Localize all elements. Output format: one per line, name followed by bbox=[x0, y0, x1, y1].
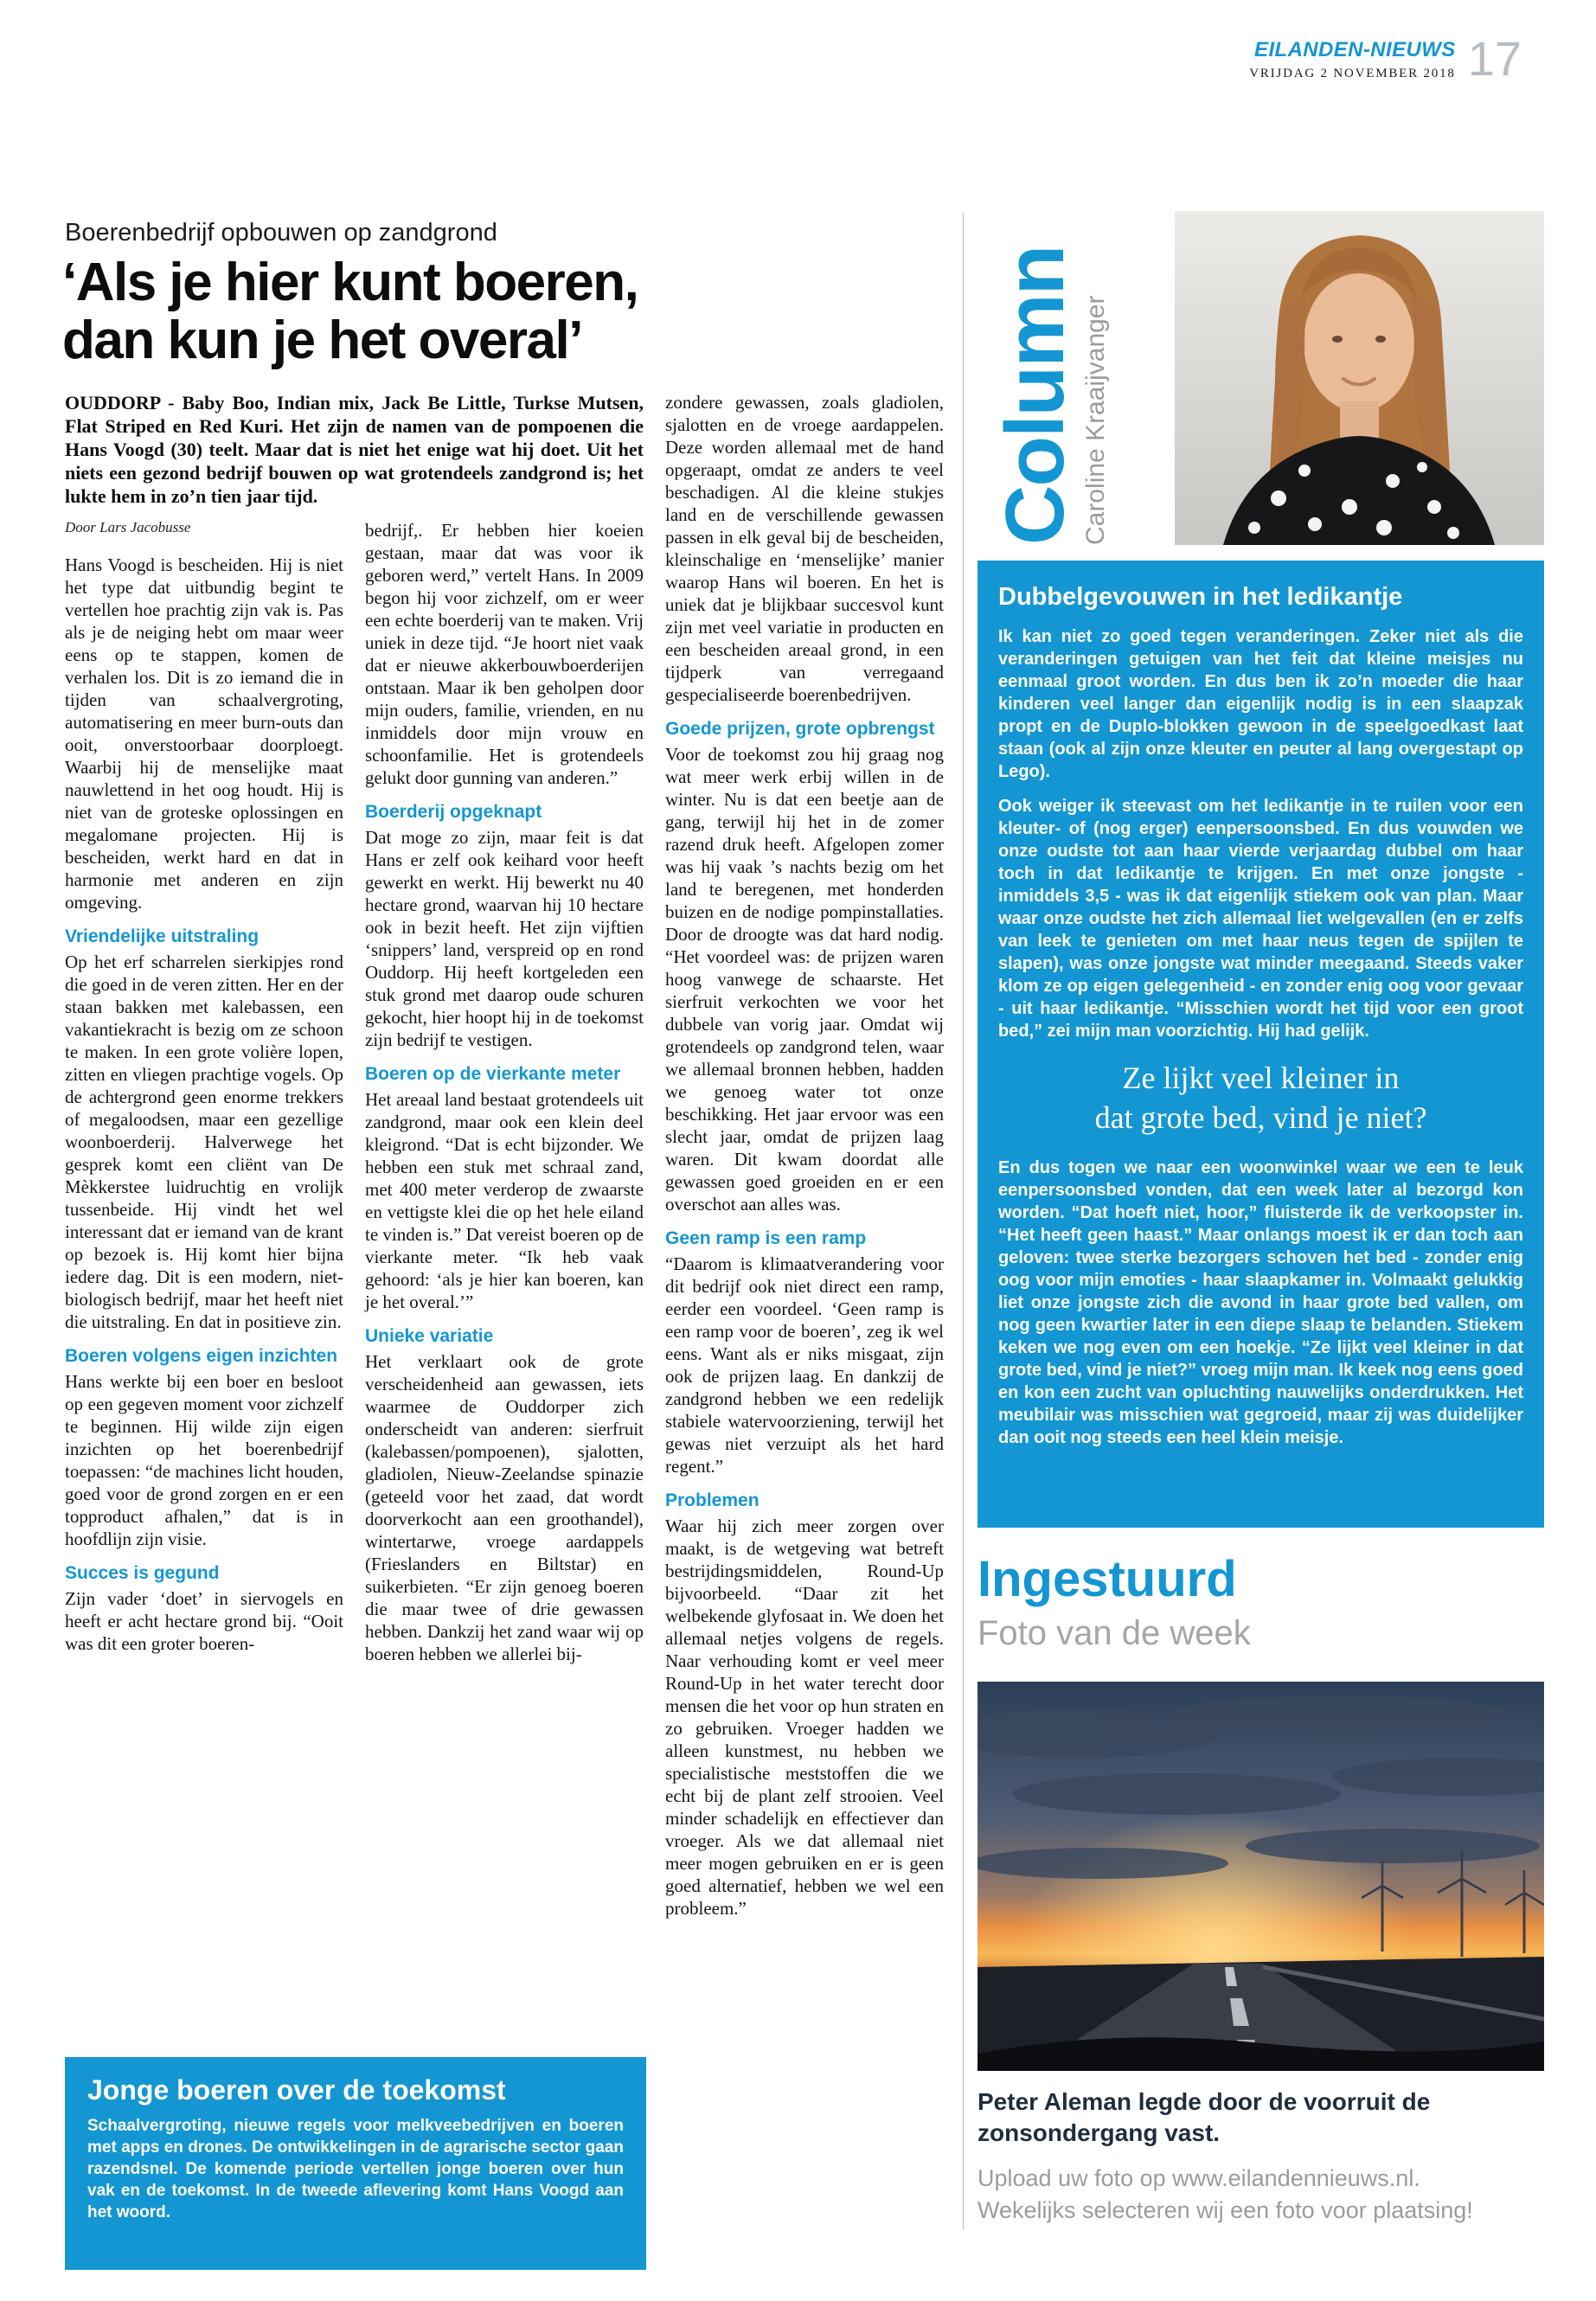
upload-instructions bbox=[977, 2163, 1531, 2227]
subhead-goede-prijzen-grote-opbrengst: Goede prijzen, grote opbrengst bbox=[665, 719, 935, 739]
upload-instructions-line-2: Wekelijks selecteren wij een foto voor plaatsing! bbox=[977, 2197, 1473, 2223]
column-paragraph: En dus togen we naar een woonwinkel waar we een te leuk eenpersoonsbed vonden, dat een week later al bezorgd kon worden. “Dat hoeft niet, hoor,” fluisterde ik de verkoopster in. “Het heeft geen haast.” Maar onlangs moest ik er dan toch aan geloven: twee sterke bezorgers schoven het bed - zonder enig oog voor mijn emoties - haar slaapkamer in. Volmaakt gelukkig liet onze jongste zich die avond in haar grote bed vallen, om nog geen kwartier later in een diepe slaap te belanden. Stiekem keken we nog even om een hoekje. “Ze lijkt veel kleiner in dat grote bed, vind je niet?” vroeg mijn man. Ik keek nog eens goed en kon een zucht van opluchting nauwelijks onderdrukken. Het meubilair was misschien wat gegroeid, maar zij was duidelijker dan ooit nog steeds een heel klein meisje. bbox=[998, 1158, 1523, 1447]
headline-line-1: ‘Als je hier kunt boeren, bbox=[62, 253, 638, 312]
pull-quote-line-1: Ze lijkt veel kleiner in bbox=[1122, 1061, 1400, 1095]
promo-box-title: Jonge boeren over de toekomst bbox=[87, 2074, 506, 2106]
subhead-geen-ramp-is-een-ramp: Geen ramp is een ramp bbox=[665, 1228, 867, 1249]
headline-line-2: dan kun je het overal’ bbox=[62, 310, 582, 370]
subhead-vriendelijke-uitstraling: Vriendelijke uitstraling bbox=[65, 926, 260, 946]
article-lead: OUDDORP - Baby Boo, Indian mix, Jack Be Little, Turkse Mutsen, Flat Striped en Red Kuri. Het zijn de namen van de pompoenen die Hans Voogd (30) teelt. Maar dat is niet het enige wat hij doet. Uit het niets een gezond bedrijf bouwen op wat grotendeels zandgrond is; het lukte hem in zo’n tien jaar tijd. bbox=[65, 392, 644, 507]
photo-caption: Peter Aleman legde door de voorruit de zonsondergang vast. bbox=[977, 2088, 1431, 2146]
column-vertical-label: Column bbox=[989, 246, 1081, 545]
promo-box-body: Schaalvergroting, nieuwe regels voor melkveebedrijven en boeren met apps en drones. De ontwikkelingen in de agrarische sector gaan razendsnel. De komende periode vertellen jonge boeren over hun vak en de toekomst. In de tweede aflevering komt Hans Voogd aan het woord. bbox=[87, 2117, 624, 2221]
article-column-2 bbox=[365, 519, 644, 1665]
article-column-1 bbox=[65, 554, 343, 1655]
photo-of-the-week-subtitle: Foto van de week bbox=[977, 1614, 1251, 1652]
portrait-illustration bbox=[1175, 211, 1544, 545]
newspaper-brand: EILANDEN-NIEUWS bbox=[1254, 38, 1456, 61]
subhead-unieke-variatie: Unieke variatie bbox=[365, 1326, 494, 1347]
body-paragraph: Zijn vader ‘doet’ in siervogels en heeft er acht hectare grond bij. “Ooit was dit een groter boeren- bbox=[65, 1588, 343, 1655]
body-paragraph: Hans werkte bij een boer en besloot op een gegeven moment voor zichzelf te beginnen. Hij wilde zijn eigen inzichten op het boerenbedrijf toepassen: “de machines licht houden, goed voor de grond zorgen en er een topproduct afhalen,” dat is in hoofdlijn zijn visie. bbox=[65, 1371, 343, 1550]
body-paragraph: Op het erf scharrelen sierkipjes rond die goed in de veren zitten. Her en der staan bakken met kalebassen, een vakantiekracht is bezig om ze schoon te maken. In een grote volière lopen, zitten en vliegen prachtige vogels. Op de achtergrond geen enorme trekkers of megaloodsen, maar een gezellige woonboerderij. Halverwege het gesprek komt een cliënt van De Mèkkerstee luidruchtig en vrolijk tussenbeide. Hij vindt het wel interessant dat er iemand van de krant op bezoek is. Hij komt hier bijna iedere dag. Dit is een modern, niet-biologisch bedrijf, maar het heeft niet die uitstraling. En dat in positieve zin. bbox=[65, 952, 343, 1333]
article-byline: Door Lars Jacobusse bbox=[65, 519, 191, 535]
series-promo-box bbox=[65, 2057, 646, 2270]
upload-instructions-line-1: Upload uw foto op www.eilandennieuws.nl. bbox=[977, 2165, 1420, 2191]
subhead-boeren-volgens-eigen-inzichten: Boeren volgens eigen inzichten bbox=[65, 1346, 338, 1367]
article-column-3 bbox=[665, 391, 944, 1920]
pull-quote bbox=[998, 1058, 1523, 1138]
columnist-portrait-photo bbox=[1175, 211, 1544, 545]
ingestuurd-title: Ingestuurd bbox=[977, 1551, 1237, 1607]
photo-of-the-week bbox=[977, 1682, 1544, 2071]
body-paragraph: Voor de toekomst zou hij graag nog wat meer werk erbij willen in de winter. Nu is dat een beetje aan de gang, terwijl hij het in de zomer razend druk heeft. Afgelopen zomer was hij vaak ’s nachts bezig om het land te beregenen, met honderden buizen en de nodige pompinstallaties. Door de droogte was dat hard nodig. “Het voordeel was: de prijzen waren hoog vanwege de schaarste. Het sierfruit verkochten we voor het dubbele van vorig jaar. Omdat wij grotendeels op zandgrond telen, waar we allemaal bronnen hebben, hadden we genoeg water tot onze beschikking. Het jaar ervoor was een slecht jaar, omdat de prijzen laag waren. Dit kwam doordat alle gewassen goed groeiden en er een overschot aan alles was. bbox=[665, 744, 944, 1215]
body-paragraph: Waar hij zich meer zorgen over maakt, is de wetgeving wat betreft bestrijdingsmiddelen, Round-Up bijvoorbeeld. “Daar zit het welbekende glyfosaat in. We doen het allemaal netjes volgens de regels. Naar verhouding komt er veel meer Round-Up in het water terecht door mensen die het voor op hun straten en zo gebruiken. Vroeger hadden we alleen kunstmest, nu hebben we specialistische meststoffen die we echt bij de plant zelf strooien. Veel minder schadelijk en effectiever dan vroeger. Als we dat allemaal niet meer mogen gebruiken en er is geen goed alternatief, hebben we wel een probleem.” bbox=[665, 1516, 944, 1920]
body-paragraph: bedrijf,. Er hebben hier koeien gestaan, maar dat was voor ik geboren werd,” vertelt Hans. In 2009 begon hij voor zichzelf, om er weer een echte boerderij van te maken. Vrij uniek in deze tijd. “Je hoort niet vaak dat er nieuwe akkerbouwboerderijen ontstaan. Maar ik ben geholpen door mijn ouders, familie, vrienden, en nu inmiddels door mijn vrouw en schoonfamilie. Het is grotendeels gelukt door gunning van anderen.” bbox=[365, 520, 644, 788]
subhead-succes-is-gegund: Succes is gegund bbox=[65, 1563, 220, 1584]
body-paragraph: Hans Voogd is bescheiden. Hij is niet het type dat uitbundig begint te vertellen hoe prachtig zijn vak is. Pas als je de neiging hebt om maar weer eens op te stappen, komen de verhalen los. Dit is zo iemand die in tijden van schaalvergroting, automatisering en meer burn-outs dan ooit, onverstoorbaar doorploegt. Waarbij hij de menselijke maat nauwlettend in het oog houdt. Hij is niet van de groteske oplossingen en megalomane projecten. Hij is bescheiden, werkt hard en dat in harmonie met anderen en zijn omgeving. bbox=[65, 554, 343, 913]
subhead-problemen: Problemen bbox=[665, 1490, 760, 1511]
body-paragraph: zondere gewassen, zoals gladiolen, sjalotten en de vroege aardappelen. Deze worden allemaal met de hand opgeraapt, omdat ze anders te veel beschadigen. Al die kleine stukjes land en de verschillende gewassen passen in elk geval bij de bescheiden, kleinschalige en ‘menselijke’ manier waarop Hans wil boeren. En het is uniek dat je blijkbaar succesvol kunt zijn met veel variatie in producten en een bescheiden areaal grond, in een tijdperk van verregaand gespecialiseerde boerenbedrijven. bbox=[665, 392, 944, 705]
body-paragraph: Het verklaart ook de grote verscheidenheid aan gewassen, iets waarmee de Ouddorper zich onderscheidt van anderen: sierfruit (kalebassen/pompoenen), sjalotten, gladiolen, Nieuw-Zeelandse spinazie (geteeld voor het zaad, dat wordt doorverkocht aan een groothandel), wintertarwe, vroege aardappels (Frieslanders en Biltstar) en suikerbieten. “Er zijn genoeg boeren die maar twee of drie gewassen hebben. Dankzij het zand waar wij op boeren hebben we allerlei bij- bbox=[365, 1351, 644, 1665]
column-title: Dubbelgevouwen in het ledikantje bbox=[998, 583, 1403, 611]
article-headline bbox=[62, 254, 638, 370]
subhead-boeren-op-de-vierkante-meter: Boeren op de vierkante meter bbox=[365, 1064, 621, 1085]
masthead bbox=[1249, 31, 1522, 86]
masthead-text bbox=[1249, 38, 1456, 81]
subhead-boerderij-opgeknapt: Boerderij opgeknapt bbox=[365, 802, 542, 822]
pull-quote-line-2: dat grote bed, vind je niet? bbox=[1094, 1100, 1427, 1135]
column-paragraph: Ook weiger ik steevast om het ledikantje in te ruilen voor een kleuter- of (nog erger) eenpersoonsbed. En dus vouwden we onze oudste tot aan haar vierde verjaardag dubbel om haar toch in dat ledikantje te krijgen. En met onze jongste - inmiddels 3,5 - was ik dat eigenlijk stiekem ook van plan. Maar waar onze oudste het zich allemaal liet welgevallen (en er zelfs van leek te genieten om met haar neus tegen de spijlen te slapen), was onze jongste wat minder meegaand. Steeds vaker klom ze op eigen gelegenheid - en zonder enig oog voor gevaar - uit haar ledikantje. “Misschien wordt het tijd voor een groot bed,” zei mijn man voorzichtig. Hij had gelijk. bbox=[998, 797, 1523, 1041]
body-paragraph: “Daarom is klimaatverandering voor dit bedrijf ook niet direct een ramp, eerder een voordeel. ‘Geen ramp is een ramp voor de boeren’, zeg ik wel eens. Want als er niks misgaat, zijn ook de prijzen laag. En dankzij de zandgrond hebben we een redelijk stabiele watervoorziening, terwijl het gewas niet verzuipt als het hard regent.” bbox=[665, 1253, 944, 1477]
column-paragraph: Ik kan niet zo goed tegen veranderingen. Zeker niet als die veranderingen getuigen van het feit dat kleine meisjes nu eenmaal groot worden. En dus ben ik zo’n moeder die haar kinderen veel langer dan eigenlijk nodig is in een slaapzak propt en de Duplo-blokken gewoon in de speelgoedkast laat staan (ook al zijn onze kleuter en peuter al lang overgestapt op Lego). bbox=[998, 627, 1523, 781]
body-paragraph: Het areaal land bestaat grotendeels uit zandgrond, maar ook een klein deel kleigrond. “Dat is echt bijzonder. We hebben een stuk met schraal zand, met 400 meter verderop de zwaarste en vettigste klei die op het hele eiland te vinden is.” Dat vereist boeren op de vierkante meter. “Ik heb vaak gehoord: ‘als je hier kan boeren, kan je het overal.’” bbox=[365, 1089, 644, 1313]
column-text-box bbox=[977, 561, 1544, 1528]
column-divider-rule bbox=[963, 213, 964, 2230]
page-number: 17 bbox=[1467, 31, 1522, 86]
column-author-name: Caroline Kraaijvanger bbox=[1081, 295, 1110, 545]
body-paragraph: Dat moge zo zijn, maar feit is dat Hans er zelf ook keihard voor heeft gewerkt en werkt. Hij bewerkt nu 40 hectare grond, waarvan hij 10 hectare ook in bezit heeft. Het zijn vijftien ‘snippers’ land, verspreid op en rond Ouddorp. Hij heeft kortgeleden een stuk grond met daarop oude schuren gekocht, hier hoopt hij in de toekomst zijn bedrijf te vestigen. bbox=[365, 827, 644, 1051]
sunset-road-illustration bbox=[977, 1682, 1544, 2071]
article-kicker: Boerenbedrijf opbouwen op zandgrond bbox=[65, 219, 497, 247]
issue-date: VRIJDAG 2 NOVEMBER 2018 bbox=[1249, 67, 1456, 80]
